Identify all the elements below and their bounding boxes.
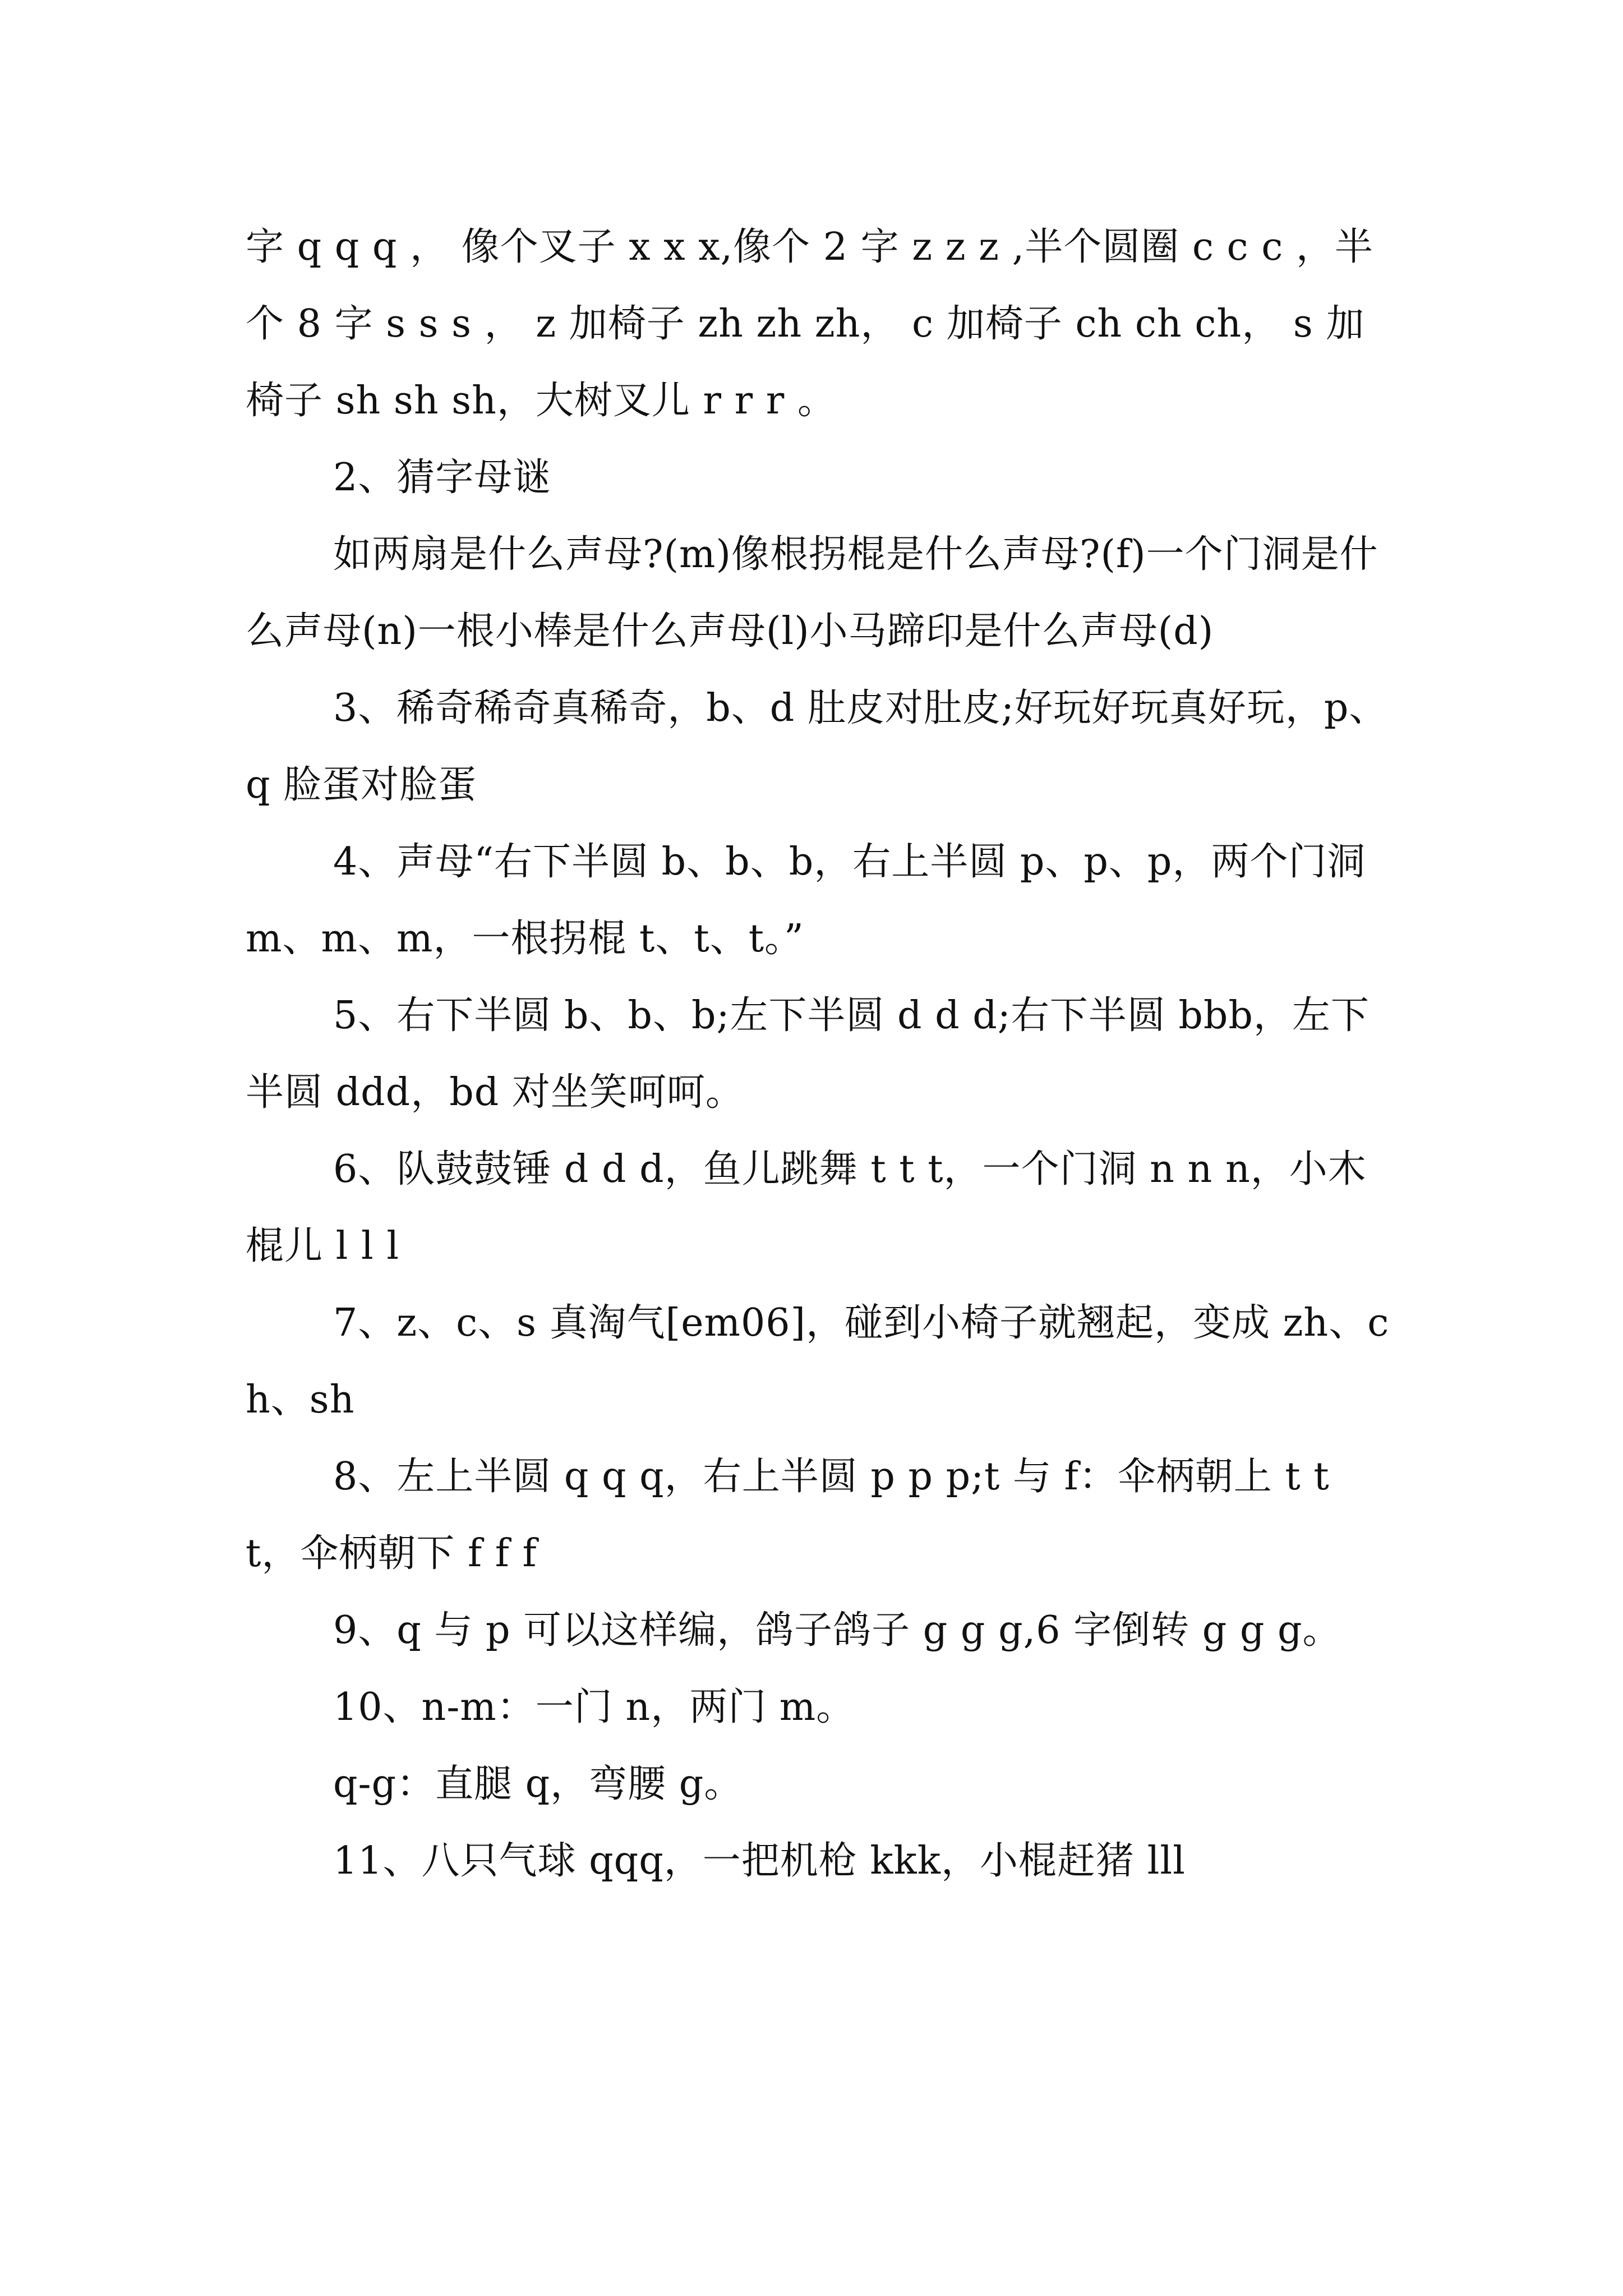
paragraph-8: 8、左上半圆 q q q，右上半圆 p p p;t 与 f：伞柄朝上 t t t，伞柄朝下 f f f	[246, 1455, 1330, 1576]
paragraph-3: 3、稀奇稀奇真稀奇，b、d 肚皮对肚皮;好玩好玩真好玩，p、q 脸蛋对脸蛋	[246, 686, 1388, 807]
document-body	[246, 209, 1390, 1899]
paragraph-5: 5、右下半圆 b、b、b;左下半圆 d d d;右下半圆 bbb，左下半圆 ddd，bd 对坐笑呵呵。	[246, 993, 1370, 1115]
paragraph-6: 6、队鼓鼓锤 d d d，鱼儿跳舞 t t t，一个门洞 n n n，小木棍儿 l l l	[246, 1147, 1367, 1268]
paragraph-intro: 字 q q q ， 像个叉子 x x x,像个 2 字 z z z ,半个圆圈 c c c ，半个 8 字 s s s ， z 加椅子 zh zh zh， c 加椅子 ch ch ch， s 加椅子 sh sh sh，大树叉儿 r r r 。	[246, 225, 1373, 423]
paragraph-11: 11、八只气球 qqq，一把机枪 kkk，小棍赶猪 lll	[333, 1839, 1186, 1883]
paragraph-10: 10、n-m：一门 n，两门 m。	[333, 1685, 855, 1729]
paragraph-9: 9、q 与 p 可以这样编，鸽子鸽子 g g g,6 字倒转 g g g。	[333, 1608, 1341, 1653]
paragraph-10b: q-g：直腿 q，弯腰 g。	[333, 1762, 743, 1806]
paragraph-7: 7、z、c、s 真淘气[em06]，碰到小椅子就翘起，变成 zh、ch、sh	[246, 1301, 1390, 1422]
paragraph-4: 4、声母“右下半圆 b、b、b，右上半圆 p、p、p，两个门洞 m、m、m，一根拐棍 t、t、t。”	[246, 840, 1366, 961]
paragraph-heading-2: 2、猜字母谜	[333, 455, 552, 500]
paragraph-riddles: 如两扇是什么声母?(m)像根拐棍是什么声母?(f)一个门洞是什么声母(n)一根小棒是什么声母(l)小马蹄印是什么声母(d)	[246, 532, 1378, 654]
